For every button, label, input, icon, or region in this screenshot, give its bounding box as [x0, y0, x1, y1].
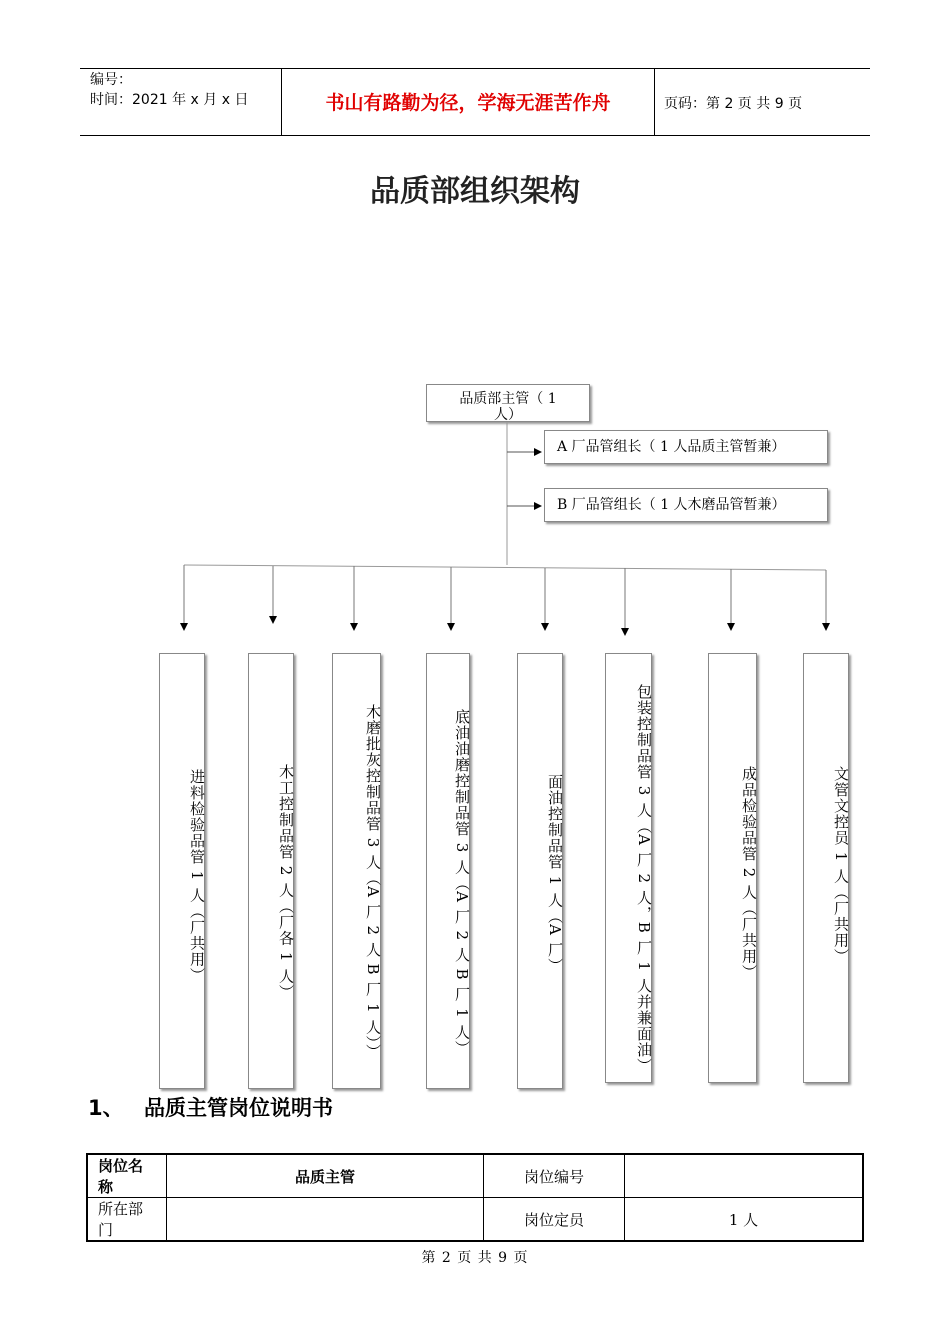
cell-department-value	[167, 1198, 484, 1242]
org-unit-box	[517, 653, 563, 1089]
section-heading	[88, 1092, 333, 1122]
org-unit-box	[248, 653, 294, 1089]
cell-position-name-value: 品质主管	[167, 1154, 484, 1198]
org-unit-label: 底油油磨控制品管 3 人（A 厂 2 人 B 厂 1 人）	[453, 709, 471, 1057]
header-page-info: 页码：第 2 页 共 9 页	[664, 96, 803, 112]
date-label: 时间：2021 年 x 月 x 日	[90, 92, 249, 108]
org-unit-box	[332, 653, 381, 1089]
org-unit-label: 文管文控员 1 人（厂共用）	[832, 766, 850, 965]
org-unit-label: 面油控制品管 1 人（A 厂）	[546, 774, 564, 974]
branch-line	[184, 565, 826, 570]
position-info-table	[86, 1153, 864, 1242]
page-title: 品质部组织架构	[370, 174, 580, 209]
cell-position-code-label: 岗位编号	[484, 1154, 625, 1198]
cell-headcount-value: 1 人	[625, 1198, 864, 1242]
table-row	[87, 1154, 863, 1198]
cell-position-name-label: 岗位名称	[87, 1154, 167, 1198]
org-top-line1: 品质部主管（ 1	[459, 391, 557, 407]
org-unit-box	[708, 653, 757, 1083]
org-sub-box-b: B 厂品管组长（ 1 人木磨品管暂兼）	[544, 488, 828, 522]
section-number: 1、	[88, 1096, 124, 1120]
page-footer: 第 2 页 共 9 页	[421, 1250, 529, 1266]
cell-headcount-label: 岗位定员	[484, 1198, 625, 1242]
cell-department-label: 所在部门	[87, 1198, 167, 1242]
org-unit-label: 木工控制品管 2 人（厂各 1 人）	[277, 764, 295, 1001]
section-title: 品质主管岗位说明书	[144, 1096, 333, 1120]
org-unit-box	[426, 653, 470, 1089]
number-label: 编号：	[90, 72, 132, 88]
org-top-box	[426, 384, 590, 422]
org-unit-label: 进料检验品管 1 人（厂共用）	[188, 769, 206, 984]
org-unit-box	[605, 653, 652, 1083]
org-unit-label: 木磨批灰控制品管 3 人（A 厂 2 人 B 厂 1 人））	[364, 704, 382, 1060]
cell-position-code-value	[625, 1154, 864, 1198]
org-unit-label: 成品检验品管 2 人（厂共用）	[740, 766, 758, 981]
org-top-line2: 人）	[494, 407, 522, 423]
org-unit-label: 包装控制品管 3 人（A 厂 2 人，B 厂 1 人并兼面油）	[635, 684, 653, 1074]
header-motto: 书山有路勤为径，学海无涯苦作舟	[325, 92, 611, 114]
org-sub-box-a: A 厂品管组长（ 1 人品质主管暂兼）	[544, 430, 828, 464]
org-unit-box	[803, 653, 849, 1083]
table-row	[87, 1198, 863, 1242]
org-unit-box	[159, 653, 205, 1089]
